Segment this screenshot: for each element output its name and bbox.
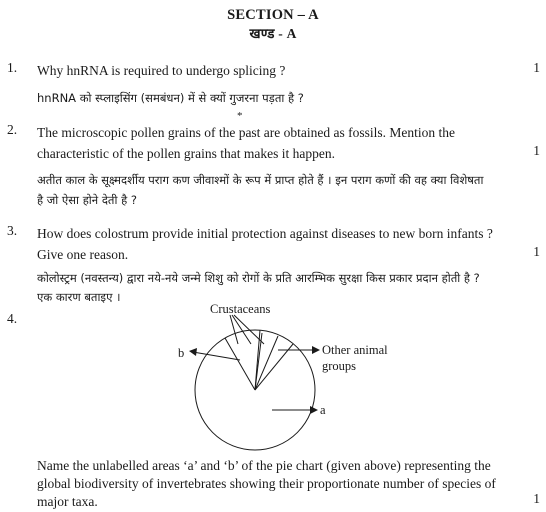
question-1-text: Why hnRNA is required to undergo splicing ? [37, 63, 286, 78]
question-3-text-line-1: How does colostrum provide initial protection against diseases to new born infants ? [37, 226, 493, 241]
question-3-number: 3. [7, 223, 18, 238]
pie-divider-2 [225, 338, 255, 390]
question-1-text-hindi: hnRNA को स्प्लाइसिंग (समबंधन) में से क्यों गुजरना पड़ता है ? [37, 91, 304, 105]
b-label: b [178, 346, 185, 360]
a-arrow-head [310, 406, 318, 414]
question-2-marks: 1 [533, 143, 540, 158]
crustaceans-leader-1 [230, 315, 238, 344]
question-3-marks: 1 [533, 244, 540, 259]
stray-mark: * [237, 110, 243, 122]
a-label: a [320, 403, 326, 417]
section-title: SECTION – A [227, 7, 319, 23]
other-groups-arrow-head [312, 346, 320, 354]
question-3-text-line-2: Give one reason. [37, 247, 129, 262]
other-groups-label-line-2: groups [322, 359, 357, 373]
crustaceans-leader-2 [232, 315, 251, 344]
pie-divider-5 [255, 344, 293, 390]
question-4-text-line-2: global biodiversity of invertebrates showing their proportionate number of species of [37, 476, 496, 491]
question-2-hindi-line-1: अतीत काल के सूक्ष्मदर्शीय पराग कण जीवाश्मों के रूप में प्राप्त होते हैं । इन पराग कणों की वह क्या विशेषता [37, 173, 484, 187]
question-2-hindi-line-2: है जो ऐसा होने देती है ? [37, 193, 137, 207]
question-3-hindi-line-2: एक कारण बताइए । [37, 290, 121, 304]
section-title-hindi: खण्ड - A [249, 26, 297, 41]
question-3-hindi-line-1: कोलोस्ट्रम (नवस्तन्य) द्वारा नये-नये जन्मे शिशु को रोगों के प्रति आरम्भिक सुरक्षा किस प्रकार प्रदान होती है ? [37, 271, 480, 285]
question-4-text-line-1: Name the unlabelled areas ‘a’ and ‘b’ of the pie chart (given above) representing the [37, 458, 491, 473]
other-groups-label-line-1: Other animal [322, 343, 388, 357]
question-2-text-line-1: The microscopic pollen grains of the past are obtained as fossils. Mention the [37, 125, 456, 140]
crustaceans-leader-3 [234, 315, 264, 344]
b-arrow-line [193, 352, 240, 360]
question-1-number: 1. [7, 60, 18, 75]
question-4-marks: 1 [533, 491, 540, 506]
invertebrate-pie-diagram [0, 300, 546, 460]
question-2-number: 2. [7, 122, 18, 137]
question-1-marks: 1 [533, 60, 540, 75]
question-4-number: 4. [7, 311, 18, 326]
question-2-text-line-2: characteristic of the pollen grains that makes it happen. [37, 146, 336, 161]
crustaceans-label: Crustaceans [210, 302, 271, 316]
question-4-text-line-3: major taxa. [37, 494, 98, 509]
b-arrow-head [189, 348, 197, 356]
